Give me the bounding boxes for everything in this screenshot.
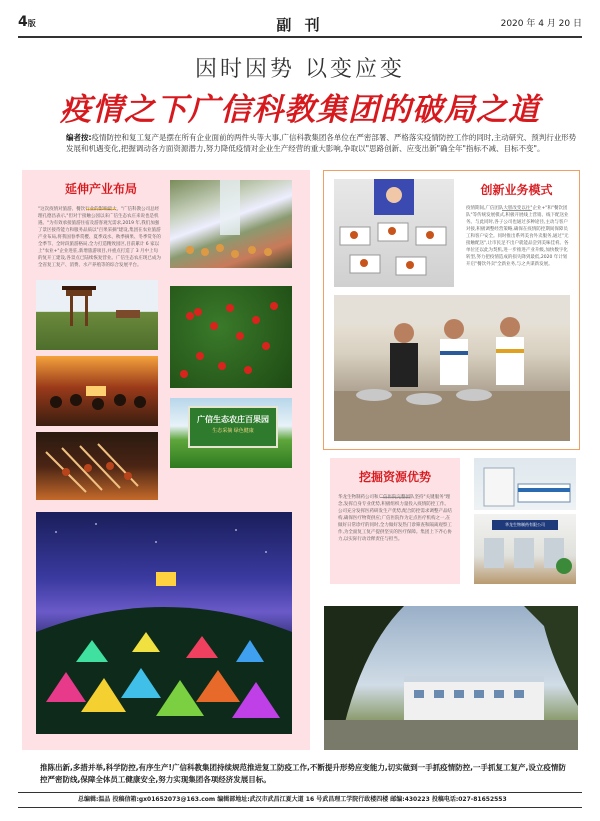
buffet-staff-photo bbox=[334, 295, 570, 441]
resources-title: 挖掘资源优势 bbox=[358, 470, 431, 484]
medicine-boxes-photo bbox=[474, 458, 576, 510]
signboard-subtitle: 生态采摘 绿色健康 bbox=[212, 428, 254, 434]
business-title: 创新业务模式 bbox=[480, 183, 553, 197]
resources-panel bbox=[330, 458, 460, 584]
waterfall-tourists-photo bbox=[170, 180, 292, 268]
tent-camp-scene bbox=[36, 512, 292, 734]
article-headline: 疫情之下广信科教集团的破局之道 bbox=[60, 92, 540, 128]
footer-info: 总编辑:温品 投稿信箱:gx01652073@163.com 编辑部地址:武汉市武昌江夏大道 16 号武昌理工学院行政楼四楼 邮编:430223 投稿电话:027-81652553 bbox=[78, 796, 507, 803]
industry-body: "这次疫情对旅游、餐饮行业的影响最大。"广信科教公司总经理孔德昌表示,"但对于接触公园以来广信生态农庄来说也是机遇。"为有效承接旅游住宿及游客观光需求,2019 年,我们加强了景区接待能力和服务品质以"百果采摘"建设,集团在农业旅游产业布局,将我国春季赏樱、夏季戏水、秋季摘果、冬季赏冬的全季节、全时段旅游格局,全力打造精致园区,目前累计 6 家以上"农业+"企业进驻,新增旅游项目,并重点打造了 3 月中上旬的复开工建设,各景点已陆续恢复营业。广信生态农庄现已成为全省复工复产、消费、水产养殖等的综合发展平台。 bbox=[38, 207, 161, 268]
watchtower-scene bbox=[36, 280, 158, 350]
issue-date: 2020 年 4 月 20 日 bbox=[500, 19, 582, 29]
medicine-boxes bbox=[474, 458, 576, 510]
page-number: 4版 bbox=[18, 14, 36, 30]
red-fruit-tree-photo bbox=[170, 286, 292, 388]
signboard-title: 广信生态农庄百果园 bbox=[197, 415, 269, 424]
building-sign: 华龙生物制药有限公司 bbox=[492, 520, 558, 530]
industry-panel bbox=[22, 170, 310, 750]
watchtower-photo bbox=[36, 280, 158, 350]
bonfire-crowd bbox=[36, 356, 158, 426]
closing-paragraph: 推陈出新,多措并举,科学防控,有序生产!广信科教集团持续规范推进复工防疫工作,不断提升形势应变能力,切实做到一手抓疫情防控,一手抓复工复产,设立疫情防控严密防线,保障全体员工健康安全,努力实现集团各项经济发展目标。 bbox=[40, 763, 566, 784]
editor-note: 编者按:疫情防控和复工复产是摆在所有企业面前的两件头等大事,广信科教集团各单位在严密部署、严格落实疫情防控工作的同时,主动研究、预判行业形势发展和机遇变化,把握调动各方面资源潜力,努力降低疫情对企业生产经营的重大影响,争取以"思路创新、应变出新"确全年"指标不减、目标不变"。 bbox=[66, 133, 577, 153]
business-panel bbox=[323, 170, 580, 450]
fruit-clusters bbox=[170, 286, 292, 388]
factory-campus-photo bbox=[324, 606, 578, 750]
buffet-scene bbox=[334, 295, 570, 441]
office-lobby-photo bbox=[474, 514, 576, 584]
resources-body: 华龙生物制药公司和广信医院完整团队坚持"关键服务"理念,发挥自身专业优势,积极组织力量投入疫情防控工作。公司充分发挥医药研发生产优势,配合防控需求调整产品结构,确保医疗物资供应;广信医院作为定点医疗机构之一,在做好日常诊疗的同时,全力做好发热门诊筛查和隔离观察工作,为全面复工复产提供坚实的医疗保障。集团上下齐心协力,以实际行动诠释责任与担当。 bbox=[338, 495, 452, 542]
waterfall-scene bbox=[170, 180, 292, 268]
night-bonfire-photo bbox=[36, 356, 158, 426]
barbecue-photo bbox=[36, 432, 158, 500]
page-header bbox=[18, 10, 582, 38]
orchard-sign-photo bbox=[170, 398, 292, 468]
section-name: 副 刊 bbox=[276, 16, 324, 34]
catering-food-photo bbox=[334, 179, 454, 287]
industry-title: 延伸产业布局 bbox=[64, 182, 137, 196]
orchard-signboard bbox=[188, 406, 278, 448]
food-trays bbox=[334, 179, 454, 287]
barbecue-skewers bbox=[36, 432, 158, 500]
footer-bar bbox=[18, 792, 582, 808]
business-body: 疫情期间,广信团队大胆改变以往"企业+"和"餐饮团队"等传统发展模式,积极开展线上营销、线下配送业务。与此同时,各子公司也通过多种途径,主动与客户对接,积极调整经营策略,确保在疫情防控期间保障员工和客户安全。同时推出系列美食外卖服务,通过"无接触配送",让市民足不出户就能品尝到美味佳肴。各单位还以此为契机,进一步推进产业升级,加快数字化转型,努力把疫情造成的损失降到最低,2020 年计划开启"餐饮外卖"全新业务,与之共谋新发展。 bbox=[466, 206, 569, 267]
article-subtitle: 因时因势 以变应变 bbox=[195, 57, 405, 82]
factory-scene bbox=[324, 606, 578, 750]
tent-camp-night-photo bbox=[36, 512, 292, 734]
